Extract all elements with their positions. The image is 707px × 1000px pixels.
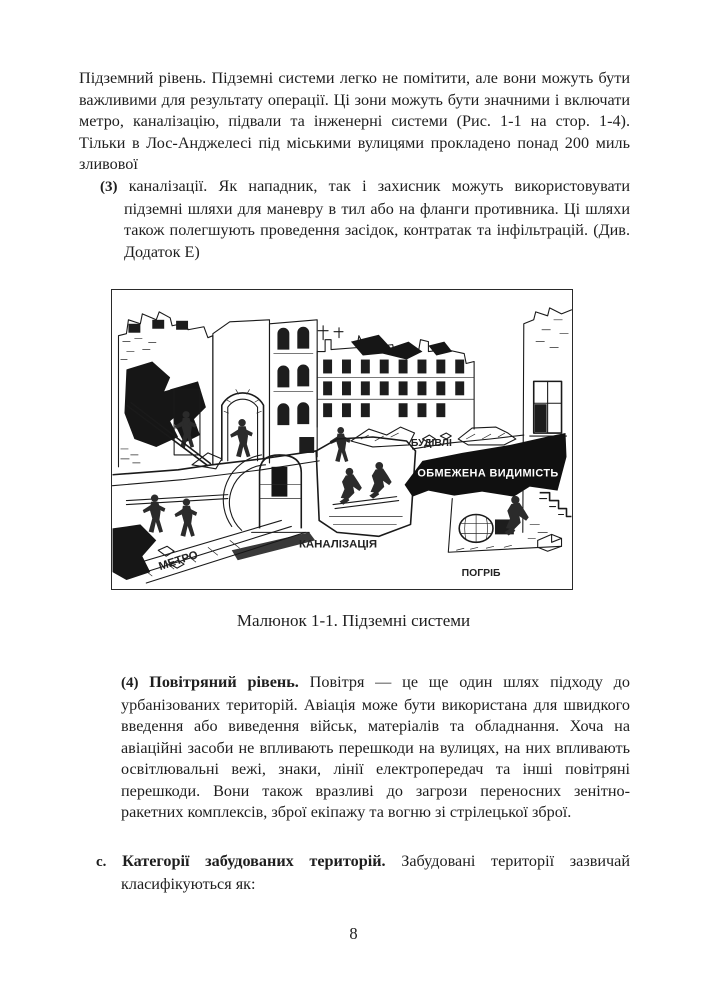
sewer-label: КАНАЛІЗАЦІЯ [298, 538, 378, 551]
figure-underground-systems [111, 289, 573, 590]
page-number [0, 924, 707, 944]
paragraph-underground-text: Підземний рівень. Підземні системи легко не помітити, але вони можуть бути важливими для результату операції. Ці зони можуть бути значними і включати метро, каналізацію, підвали та інженерні системи (Рис. 1-1 на стор. 1-4). Тільки в Лос-Анджелесі під міськими вулицями прокладено понад 200 миль зливової [79, 69, 630, 173]
background-building [317, 326, 474, 429]
figure-caption-text: Малюнок 1-1. Підземні системи [236, 611, 471, 630]
page-number-text: 8 [349, 924, 358, 943]
window-row-2 [323, 381, 464, 395]
ruined-building-left [118, 312, 212, 467]
window-row-1 [323, 360, 464, 374]
underground-scene [113, 433, 572, 583]
list-item-4 [121, 672, 630, 824]
list-item-c [96, 851, 631, 895]
sewer-trench [299, 437, 416, 550]
cellar [448, 496, 561, 579]
street-level-scene [113, 308, 572, 532]
cellar-stairs [528, 493, 572, 539]
list-item-3 [100, 176, 631, 263]
tall-building-arched-windows [269, 320, 317, 463]
metro-tunnel [113, 495, 306, 584]
item-c-marker: c. [96, 854, 107, 870]
arched-doorway-building [213, 320, 270, 465]
item-4-marker: (4) [121, 675, 139, 691]
window-row-3 [323, 403, 445, 417]
soldier-street [330, 427, 351, 462]
cellar-label: ПОГРІБ [461, 568, 501, 580]
figure-caption [0, 611, 707, 631]
item-4-heading: Повітряний рівень. [149, 673, 299, 691]
limited-visibility-label: ОБМЕЖЕНА ВИДИМІСТЬ [417, 467, 559, 480]
item-3-text: каналізації. Як нападник, так і захисник можуть використовувати підземні шляхи для маневру в тил або на фланги противника. Ці шляхи також полегшують проведення засідок, контратак та інфільтрацій. (Див. Додаток Е) [124, 177, 631, 261]
underground-systems-illustration [112, 290, 572, 589]
paragraph-underground-level [79, 68, 630, 176]
item-3-marker: (3) [100, 179, 118, 195]
buildings-label: БУДІВЛІ [410, 437, 452, 449]
metro-label: МЕТРО [157, 549, 200, 574]
item-c-heading: Категорії забудованих територій. [122, 852, 386, 870]
item-4-text: Повітря — це ще один шлях підходу до урбанізованих територій. Авіація може бути використана для швидкого введення або виведення військ, матеріалів та обладнання. Хоча на авіаційні засоби не впливають перешкоди на вулицях, на них впливають освітлювальні вежі, знаки, лінії електропередач та інші повітряні перешкоди. Вони також вразливі до загрози переносних зенітно-ракетних комплексів, зброї екіпажу та вогню зі стрілецької зброї. [121, 673, 631, 821]
item-c-text: Забудовані території зазвичай класифікуються як: [121, 852, 631, 893]
